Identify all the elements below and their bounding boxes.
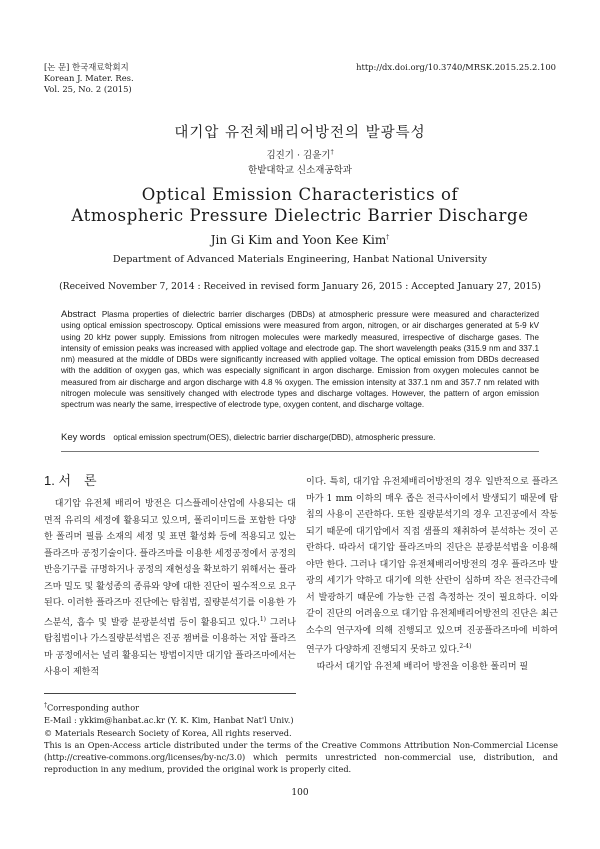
body-text: 대기압 유전체 배리어 방전은 디스플레이산업에 사용되는 대면적 유리의 세정에 활용되고 있으며, 폴리이미드를 포함한 다양한 폴리머 필름 소재의 세정 및 표면 활성화 등에 적용되고 있는 플라즈마 공정기술이다. 플라즈마를 이용한 세정공정에서 공정의 반응기구를 규명하거나 공정의 재현성을 확보하기 위해서는 플라즈마 밀도 및 활성종의 종류와 양에 대한 진단이 필수적으로 요구된다. 이러한 플라즈마 진단에는 탐침법, 질량분석기를 이용한 가스분석, 흡수 및 발광 분광분석법 등이 활용되고 있다.: [44, 499, 296, 628]
keywords-label: Key words: [61, 432, 106, 443]
citation: 2-4): [459, 643, 472, 650]
abstract: [61, 309, 539, 411]
license-block: [44, 727, 558, 775]
body-paragraph: [306, 659, 558, 676]
authors-korean-names: 김진기 · 김윤기: [266, 150, 331, 161]
footnote-corresponding: [44, 700, 294, 715]
journal-volume: Vol. 25, No. 2 (2015): [44, 84, 132, 94]
affiliation-english: Department of Advanced Materials Engineering, Hanbat National University: [112, 254, 488, 265]
body-paragraph: [306, 474, 558, 659]
footnote-divider: [44, 693, 296, 694]
footnote-email: E-Mail : ykkim@hanbat.ac.kr (Y. K. Kim, Hanbat Nat'l Univ.): [44, 714, 294, 725]
body-text: 이다. 특히, 대기압 유전체배리어방전의 경우 일반적으로 플라즈마가 1 mm 이하의 매우 좁은 전극사이에서 발생되기 때문에 탐침의 사용이 곤란하다. 또한 질량분석기의 경우 고진공에서 작동되기 때문에 대기압에서 직접 샘플의 채취하여 분석하는 것이 곤란하다. 따라서 대기압 플라즈마의 진단은 분광분석법을 이용해야만 한다. 그러나 대기압 유전체배리어방전의 경우 플라즈마 발광의 세기가 약하고 대기에 의한 산란이 심하며 작은 전극간극에서 발광하기 때문에 가능한 근접 측정하는 것이 필요하다. 이와 같이 진단의 어려움으로 대기압 유전체배리어방전의 진단은 최근 소수의 연구자에 의해 진행되고 있으며 진공플라즈마에 비하여 연구가 다양하게 진행되지 못하고 있다.: [306, 477, 558, 655]
body-column-right: [306, 474, 558, 675]
page-number: 100: [291, 788, 309, 798]
citation: 1): [259, 615, 266, 623]
title-english: [0, 184, 600, 226]
body-column-left: [44, 496, 296, 681]
affiliation-korean: 한밭대학교 신소재공학과: [248, 165, 352, 176]
title-korean: 대기압 유전체배리어방전의 발광특성: [174, 125, 426, 141]
received-dates: (Received November 7, 2014 : Received in revised form January 26, 2015 : Accepted January 27, 2015): [59, 281, 541, 292]
corresponding-mark-en: †: [386, 234, 390, 241]
abstract-label: Abstract: [61, 309, 96, 320]
license-text: This is an Open-Access article distributed under the terms of the Creative Commons Attribution Non-Commercial License (http://creative-commons.org/licenses/by-nc/3.0) which permits unrestricted non-commercial use, distribution, and reproduction in any medium, provided the original work is properly cited.: [44, 740, 558, 774]
footnote-corresponding-text: Corresponding author: [47, 702, 140, 713]
section-heading: 1. 서 론: [44, 473, 97, 488]
footnote: [44, 700, 294, 726]
abstract-text: Plasma properties of dielectric barrier discharges (DBDs) at atmospheric pressure were measured and characterized using optical emission spectroscopy. Optical emissions were measured from argon, nitrogen, or air discharges generated at 5-9 kV using 20 kHz power supply. Emissions from nitrogen molecules were markedly measured, irrespective of discharge gases. The intensity of emission peaks was increased with applied voltage and electrode gap. The short wavelength peaks (315.9 nm and 337.1 nm) measured at the middle of DBDs were significantly increased with applied voltage. The optical emission from DBDs decreased with the addition of oxygen gas, which was especially significant in argon discharge. Emission from oxygen molecules cannot be measured from air discharge and argon discharge with 4.8 % oxygen. The emission intensity at 337.1 nm and 357.7 nm related with nitrogen molecule was sensitively changed with electrode types and discharge voltages. However, the pattern of argon emission spectrum was nearly the same, irrespective of electrode type, oxygen content, and discharge voltage.: [61, 310, 539, 410]
journal-name-ko: [논 문] 한국재료학회지: [44, 62, 129, 72]
keywords: [61, 432, 539, 443]
authors-korean: [0, 147, 600, 161]
abstract-divider: [61, 451, 539, 452]
keywords-text: optical emission spectrum(OES), dielectric barrier discharge(DBD), atmospheric pressure.: [113, 433, 436, 442]
body-paragraph: [44, 496, 296, 681]
journal-name-en: Korean J. Mater. Res.: [44, 73, 134, 83]
body-text: 따라서 대기압 유전체 배리어 방전을 이용한 폴리머 필: [316, 661, 529, 672]
journal-header: [44, 62, 134, 95]
body-text: 그러나 탐침법이나 가스질량분석법은 진공 챔버를 이용하는 저압 플라즈마 공정에서는 널리 활용되는 방법이지만 대기압 플라즈마에서는 사용이 제한적: [44, 617, 296, 677]
corresponding-mark-ko: †: [330, 148, 334, 156]
doi-link[interactable]: http://dx.doi.org/10.3740/MRSK.2015.25.2.100: [356, 62, 556, 72]
authors-english-names: Jin Gi Kim and Yoon Kee Kim: [210, 233, 387, 247]
copyright: © Materials Research Society of Korea, All rights reserved.: [44, 728, 292, 738]
title-english-line1: Optical Emission Characteristics of: [141, 185, 459, 204]
corresponding-mark-fn: †: [44, 702, 47, 709]
authors-english: [0, 233, 600, 247]
title-english-line2: Atmospheric Pressure Dielectric Barrier Discharge: [71, 206, 529, 225]
